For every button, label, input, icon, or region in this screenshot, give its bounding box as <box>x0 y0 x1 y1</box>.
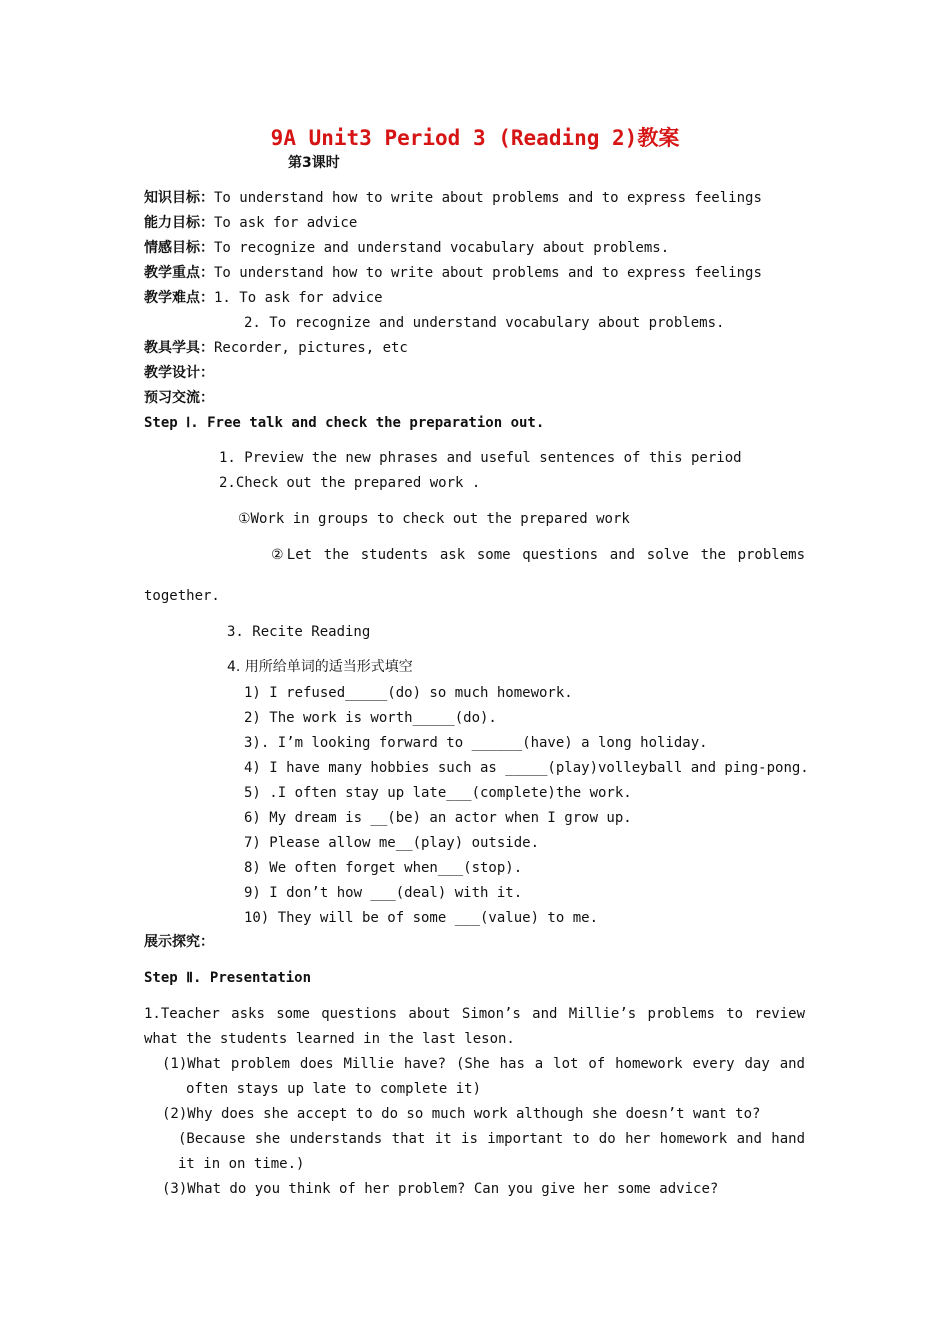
objective-text: To understand how to write about problems and to express feelings <box>214 190 762 206</box>
preview-label: 预习交流： <box>144 390 214 406</box>
exercise-item: 10) They will be of some ___(value) to me. <box>244 910 599 926</box>
objective-text: To understand how to write about problems and to express feelings <box>214 265 762 281</box>
question-1-line-1: (1)What problem does Millie have? (She has a lot of homework every day and <box>162 1056 805 1072</box>
exercise-item: 7) Please allow me__(play) outside. <box>244 835 540 851</box>
objective-text: To recognize and understand vocabulary about problems. <box>214 240 670 256</box>
objective-label: 知识目标： <box>144 190 214 206</box>
objective-text: 1. To ask for advice <box>214 290 383 306</box>
tools-text: Recorder, pictures, etc <box>214 340 408 356</box>
objective-ability <box>144 213 357 233</box>
show-label: 展示探究： <box>144 934 214 950</box>
tools-label: 教具学具： <box>144 340 214 356</box>
step1-heading: Step Ⅰ. Free talk and check the preparation out. <box>144 415 545 431</box>
step1-item-3: 3. Recite Reading <box>227 624 371 640</box>
objective-knowledge <box>144 188 762 208</box>
exercise-item: 5) .I often stay up late___(complete)the work. <box>244 785 632 801</box>
step1-sub-1: ①Work in groups to check out the prepared work <box>238 511 630 527</box>
objective-emotion <box>144 238 669 258</box>
page-title: 9A Unit3 Period 3 (Reading 2)教案 <box>270 126 680 150</box>
step2-heading: Step Ⅱ. Presentation <box>144 970 312 986</box>
objective-label: 教学难点： <box>144 290 214 306</box>
exercise-item: 4) I have many hobbies such as _____(play)volleyball and ping-pong. <box>244 760 809 776</box>
step1-item-4: 4. 用所给单词的适当形式填空 <box>227 659 413 675</box>
question-2-line-1: (2)Why does she accept to do so much work although she doesn’t want to? <box>162 1106 761 1122</box>
step1-sub-2-continued: together. <box>144 588 220 604</box>
exercise-item: 9) I don’t how ___(deal) with it. <box>244 885 523 901</box>
question-2-line-2: (Because she understands that it is important to do her homework and hand <box>178 1131 805 1147</box>
step1-item-2: 2.Check out the prepared work . <box>219 475 481 491</box>
question-2-line-3: it in on time.) <box>178 1156 305 1172</box>
objective-label: 情感目标： <box>144 240 214 256</box>
exercise-item: 6) My dream is __(be) an actor when I grow up. <box>244 810 632 826</box>
question-3-line-1: (3)What do you think of her problem? Can you give her some advice? <box>162 1181 719 1197</box>
difficulty-item-2: 2. To recognize and understand vocabulary about problems. <box>244 315 725 331</box>
page-subtitle: 第3课时 <box>288 155 340 171</box>
exercise-item: 3). I’m looking forward to ______(have) a long holiday. <box>244 735 708 751</box>
objective-text: To ask for advice <box>214 215 358 231</box>
design-label: 教学设计： <box>144 365 214 381</box>
step2-intro-line-1: 1.Teacher asks some questions about Simon’s and Millie’s problems to review <box>144 1006 805 1022</box>
step1-item-1: 1. Preview the new phrases and useful sentences of this period <box>219 450 742 466</box>
exercise-item: 8) We often forget when___(stop). <box>244 860 523 876</box>
exercise-item: 1) I refused_____(do) so much homework. <box>244 685 573 701</box>
step1-sub-2: ②Let the students ask some questions and solve the problems <box>271 547 805 563</box>
teaching-tools <box>144 338 408 358</box>
question-1-line-2: often stays up late to complete it) <box>186 1081 482 1097</box>
objective-difficulty <box>144 288 383 308</box>
objective-label: 教学重点： <box>144 265 214 281</box>
step2-intro-line-2: what the students learned in the last leson. <box>144 1031 515 1047</box>
exercise-item: 2) The work is worth_____(do). <box>244 710 497 726</box>
objective-key-point <box>144 263 762 283</box>
objective-label: 能力目标： <box>144 215 214 231</box>
